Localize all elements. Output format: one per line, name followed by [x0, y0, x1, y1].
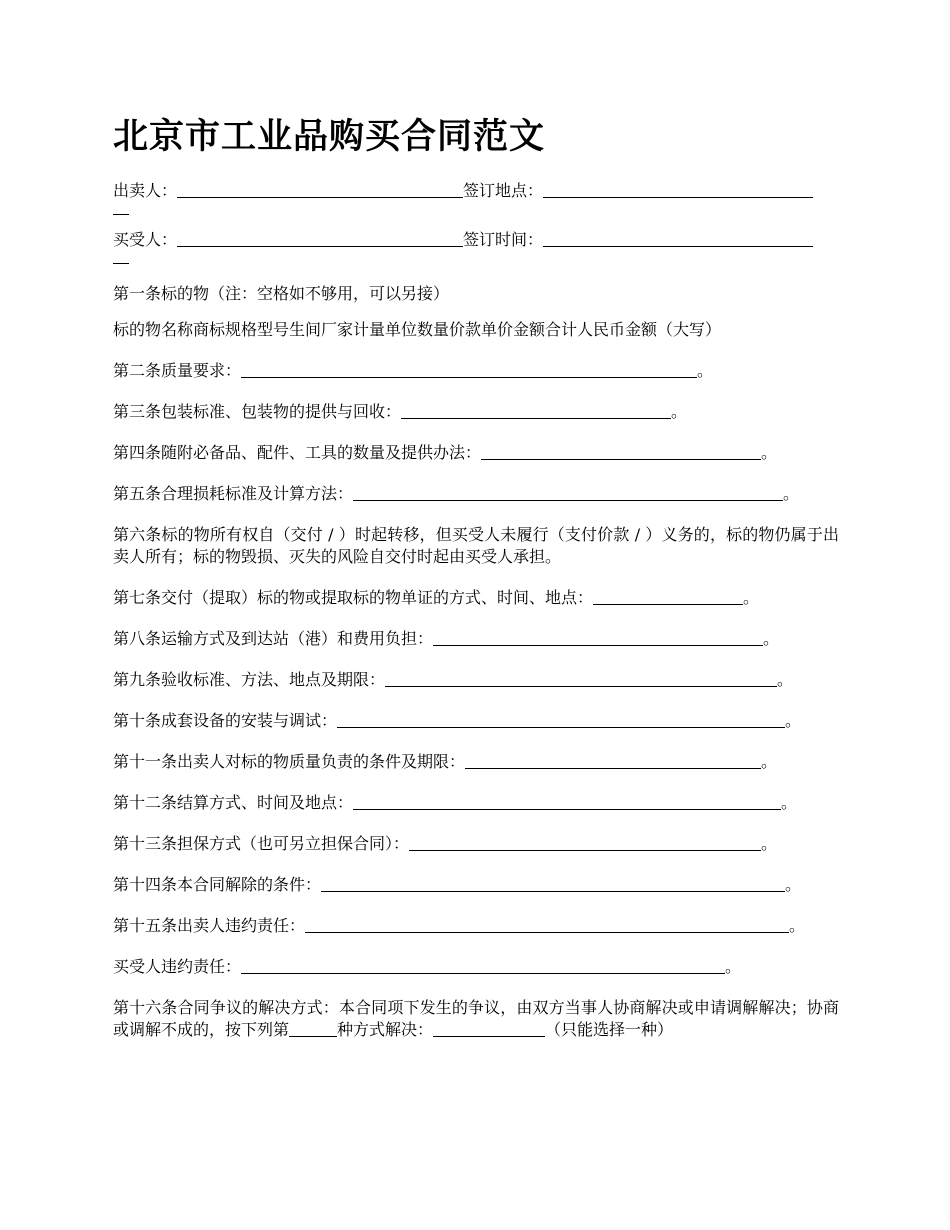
article-11-blank: [465, 752, 761, 769]
article-9-period: 。: [777, 670, 794, 689]
article-13: [113, 833, 839, 855]
article-15-blank: [305, 916, 789, 933]
contract-page: [113, 112, 839, 1060]
article-15-period: 。: [789, 916, 806, 935]
article-9: [113, 669, 839, 691]
article-15-buyer: [113, 956, 839, 978]
article-3-text: 第三条包装标准、包装物的提供与回收：: [113, 402, 402, 421]
article-5-text: 第五条合理损耗标准及计算方法：: [113, 484, 354, 503]
article-6: 第六条标的物所有权自（交付 / ）时起转移，但买受人未履行（支付价款 / ）义务的，标的物仍属于出卖人所有；标的物毁损、灭失的风险自交付时起由买受人承担。: [113, 525, 839, 566]
article-4-blank: [481, 443, 761, 460]
article-13-blank: [409, 834, 761, 851]
seller-label: 出卖人：: [113, 181, 178, 200]
article-12-blank: [353, 793, 781, 810]
header-line-buyer: [113, 229, 839, 264]
article-1: 第一条标的物（注：空格如不够用，可以另接）: [113, 284, 450, 303]
article-9-text: 第九条验收标准、方法、地点及期限：: [113, 670, 386, 689]
article-13-text: 第十三条担保方式（也可另立担保合同）：: [113, 834, 410, 853]
article-9-blank: [385, 670, 777, 687]
article-10: [113, 710, 839, 732]
article-5: [113, 483, 839, 505]
buyer-label: 买受人：: [113, 230, 178, 249]
article-8: [113, 628, 839, 650]
article-12: [113, 792, 839, 814]
article-13-period: 。: [761, 834, 778, 853]
article-16-text-3: （只能选择一种）: [545, 1020, 674, 1039]
article-3-blank: [401, 402, 671, 419]
article-16-text-2: 种方式解决：: [337, 1020, 434, 1039]
article-8-period: 。: [763, 629, 780, 648]
article-15-buyer-blank: [241, 957, 725, 974]
article-4-text: 第四条随附必备品、配件、工具的数量及提供办法：: [113, 443, 482, 462]
article-5-blank: [353, 484, 783, 501]
page-title: 北京市工业品购买合同范文: [113, 117, 546, 157]
sign-time-blank-continued: [113, 251, 129, 264]
article-1-columns: 标的物名称商标规格型号生间厂家计量单位数量价款单价金额合计人民币金额（大写）: [113, 320, 722, 339]
article-10-text: 第十条成套设备的安装与调试：: [113, 711, 338, 730]
article-7-text: 第七条交付（提取）标的物或提取标的物单证的方式、时间、地点：: [113, 588, 594, 607]
article-7-period: 。: [743, 588, 760, 607]
article-10-period: 。: [785, 711, 802, 730]
header-line-seller: [113, 180, 839, 215]
article-15-text: 第十五条出卖人违约责任：: [113, 916, 306, 935]
sign-place-label: 签订地点：: [463, 181, 544, 200]
article-16-choice-blank: [289, 1020, 337, 1037]
buyer-blank: [177, 230, 463, 247]
article-12-text: 第十二条结算方式、时间及地点：: [113, 793, 354, 812]
article-7-blank: [593, 588, 743, 605]
article-15-buyer-text: 买受人违约责任：: [113, 957, 242, 976]
sign-place-blank: [543, 181, 813, 198]
article-2-text: 第二条质量要求：: [113, 361, 242, 380]
article-2: [113, 360, 839, 382]
article-11-text: 第十一条出卖人对标的物质量负责的条件及期限：: [113, 752, 466, 771]
sign-place-blank-continued: [113, 202, 129, 215]
article-14-blank: [321, 875, 785, 892]
article-14-text: 第十四条本合同解除的条件：: [113, 875, 322, 894]
article-4: [113, 442, 839, 464]
article-5-period: 。: [783, 484, 800, 503]
article-4-period: 。: [761, 443, 778, 462]
sign-time-blank: [543, 230, 813, 247]
article-16: [113, 997, 839, 1041]
article-3-period: 。: [671, 402, 688, 421]
article-15: [113, 915, 839, 937]
article-3: [113, 401, 839, 423]
article-16-method-blank: [433, 1020, 545, 1037]
article-12-period: 。: [781, 793, 798, 812]
article-11-period: 。: [761, 752, 778, 771]
article-14: [113, 874, 839, 896]
article-7: [113, 587, 839, 609]
article-8-blank: [433, 629, 763, 646]
article-11: [113, 751, 839, 773]
article-15-buyer-period: 。: [725, 957, 742, 976]
article-2-blank: [241, 361, 697, 378]
article-14-period: 。: [785, 875, 802, 894]
article-10-blank: [337, 711, 785, 728]
sign-time-label: 签订时间：: [463, 230, 544, 249]
article-16-text: 第十六条合同争议的解决方式：本合同项下发生的争议，由双方当事人协商解决或申请调解解决；协商或调解不成的，按下列第: [113, 998, 839, 1039]
article-2-period: 。: [697, 361, 714, 380]
seller-blank: [177, 181, 463, 198]
article-8-text: 第八条运输方式及到达站（港）和费用负担：: [113, 629, 434, 648]
